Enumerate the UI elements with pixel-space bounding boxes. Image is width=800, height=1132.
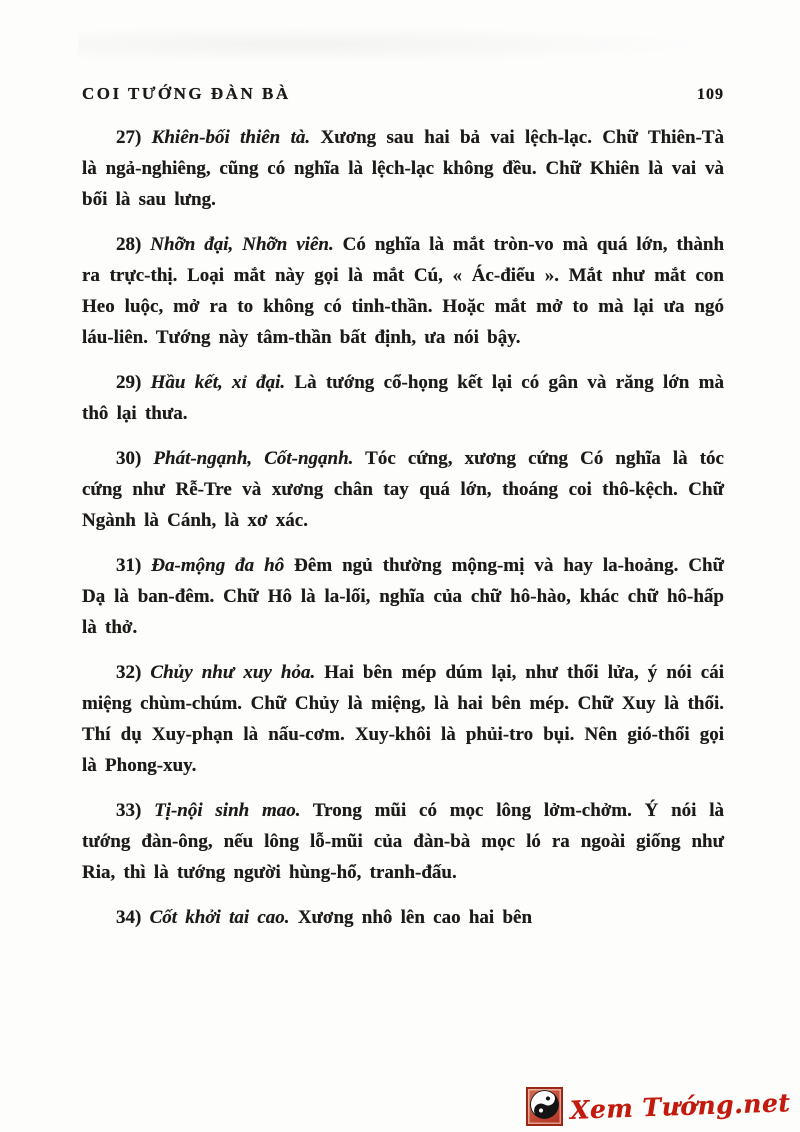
item-number: 33): [116, 800, 142, 821]
paragraph-31: [82, 550, 724, 643]
page-number: 109: [697, 86, 724, 103]
item-text: Hai bên mép dúm lại, như thổi lửa, ý nói cái miệng chùm-chúm. Chữ Chủy là miệng, là hai bên mép. Chữ Xuy là thổi. Thí dụ Xuy-phạn là nấu-cơm. Xuy-khôi là phủi-tro bụi. Nên gió-thổi gọi là Phong-xuy.: [82, 662, 724, 776]
item-text: Có nghĩa là mắt tròn-vo mà quá lớn, thành ra trực-thị. Loại mắt này gọi là mắt Cú, « Ác-điểu ». Mắt như mắt con Heo luộc, mở ra to không có tinh-thần. Hoặc mắt mở to mà lại ưa ngó láu-liên. Tướng này tâm-thần bất định, ưa nói bậy.: [82, 234, 725, 348]
item-number: 34): [116, 907, 142, 928]
item-text: Tóc cứng, xương cứng Có nghĩa là tóc cứng như Rễ-Tre và xương chân tay quá lớn, thoáng coi thô-kệch. Chữ Ngành là Cánh, là xơ xác.: [82, 448, 724, 531]
item-text: Trong mũi có mọc lông lởm-chởm. Ý nói là tướng đàn-ông, nếu lông lỗ-mũi của đàn-bà mọc ló ra ngoài giống như Ria, thì là tướng người hùng-hổ, tranh-đấu.: [82, 800, 724, 883]
site-watermark: [526, 1087, 790, 1126]
item-term: Đa-mộng đa hô: [151, 555, 285, 576]
item-text: Đêm ngủ thường mộng-mị và hay la-hoảng. Chữ Dạ là ban-đêm. Chữ Hô là la-lối, nghĩa của chữ hô-hào, khác chữ hô-hấp là thở.: [82, 555, 725, 638]
paragraph-28: [82, 229, 724, 353]
text-block: [82, 122, 724, 947]
item-text: Xương sau hai bả vai lệch-lạc. Chữ Thiên-Tà là ngả-nghiêng, cũng có nghĩa là lệch-lạc không đều. Chữ Khiên là vai và bối là sau lưng.: [82, 127, 725, 210]
item-number: 29): [116, 372, 142, 393]
item-term: Cốt khởi tai cao.: [149, 907, 290, 928]
item-number: 30): [116, 448, 142, 469]
paragraph-27: [82, 122, 724, 215]
item-term: Nhỡn đại, Nhỡn viên.: [150, 234, 334, 255]
yin-yang-logo-box: [526, 1087, 563, 1126]
item-number: 31): [116, 555, 142, 576]
running-title: COI TƯỚNG ĐÀN BÀ: [82, 84, 291, 103]
paragraph-29: [82, 367, 724, 429]
item-term: Chủy như xuy hỏa.: [150, 662, 316, 683]
item-term: Khiên-bối thiên tà.: [151, 127, 311, 148]
paragraph-30: [82, 443, 724, 536]
watermark-site-name: Xem Tướng.net: [569, 1088, 791, 1125]
item-term: Hầu kết, xỉ đại.: [150, 372, 286, 393]
item-number: 28): [116, 234, 142, 255]
paragraph-32: [82, 657, 724, 781]
item-term: Tị-nội sinh mao.: [154, 800, 301, 821]
scan-noise-artifact: [78, 26, 708, 60]
item-text: Xương nhô lên cao hai bên: [297, 907, 533, 928]
item-number: 27): [116, 127, 142, 148]
paragraph-33: [82, 795, 724, 888]
item-number: 32): [116, 662, 142, 683]
paragraph-34: [82, 902, 724, 933]
item-text: Là tướng cổ-họng kết lại có gân và răng lớn mà thô lại thưa.: [82, 372, 724, 424]
page-header: [82, 84, 724, 104]
item-term: Phát-ngạnh, Cốt-ngạnh.: [153, 448, 354, 469]
yin-yang-icon: [530, 1090, 559, 1124]
